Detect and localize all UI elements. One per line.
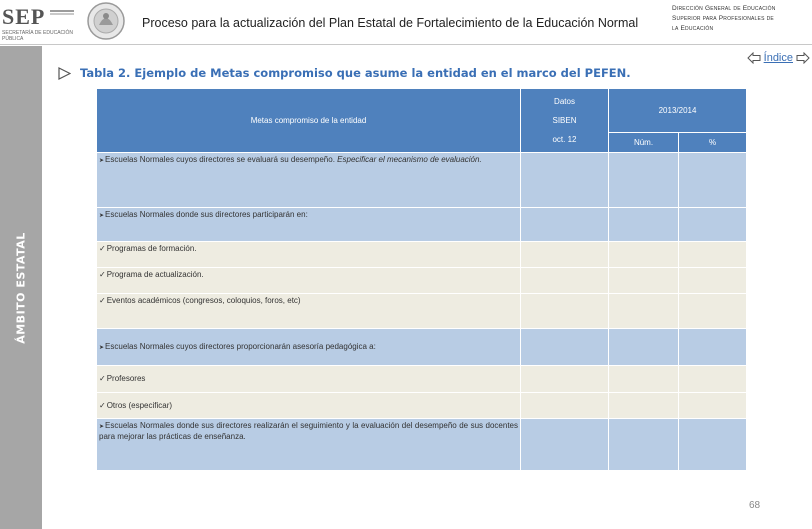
num-cell[interactable] <box>609 329 679 366</box>
check-bullet-icon: ✓ <box>99 374 106 383</box>
index-link[interactable]: Índice <box>763 52 793 64</box>
datos-cell[interactable] <box>521 268 609 294</box>
header-siben-label: SIBEN <box>552 116 577 125</box>
section-heading <box>58 66 631 80</box>
pct-cell[interactable] <box>679 393 747 419</box>
datos-cell[interactable] <box>521 242 609 268</box>
meta-cell <box>97 153 521 208</box>
meta-cell <box>97 393 521 419</box>
sep-logo-subtitle: SECRETARÍA DE EDUCACIÓN PÚBLICA <box>2 30 74 42</box>
num-cell[interactable] <box>609 393 679 419</box>
pct-cell[interactable] <box>679 419 747 471</box>
page-number: 68 <box>749 500 761 511</box>
check-bullet-icon: ✓ <box>99 296 106 305</box>
dgesu-line-3: la Educación <box>672 25 714 32</box>
table-row <box>97 419 747 471</box>
arrow-right-icon[interactable] <box>796 52 810 64</box>
pct-cell[interactable] <box>679 329 747 366</box>
pct-cell[interactable] <box>679 294 747 329</box>
table-row <box>97 268 747 294</box>
index-nav <box>747 52 810 64</box>
meta-cell <box>97 329 521 366</box>
national-seal-icon <box>86 1 126 41</box>
table-row <box>97 242 747 268</box>
datos-cell[interactable] <box>521 329 609 366</box>
datos-cell[interactable] <box>521 153 609 208</box>
meta-text: Escuelas Normales donde sus directores participarán en: <box>105 210 308 219</box>
arrow-bullet-icon: ➤ <box>99 213 105 219</box>
arrow-left-icon[interactable] <box>747 52 761 64</box>
arrow-bullet-icon: ➤ <box>99 158 105 164</box>
table-row <box>97 329 747 366</box>
sep-logo-text: SEP <box>2 4 46 29</box>
num-cell[interactable] <box>609 208 679 242</box>
meta-text: Profesores <box>106 374 146 383</box>
pct-cell[interactable] <box>679 208 747 242</box>
num-cell[interactable] <box>609 419 679 471</box>
meta-text: Otros (especificar) <box>106 401 173 410</box>
sep-logo <box>2 2 76 42</box>
check-bullet-icon: ✓ <box>99 244 106 253</box>
header-num: Núm. <box>609 133 679 153</box>
datos-cell[interactable] <box>521 419 609 471</box>
triangle-bullet-icon <box>58 67 71 80</box>
num-cell[interactable] <box>609 268 679 294</box>
meta-cell <box>97 268 521 294</box>
meta-cell <box>97 208 521 242</box>
meta-cell <box>97 294 521 329</box>
meta-text: Programas de formación. <box>106 244 197 253</box>
datos-cell[interactable] <box>521 294 609 329</box>
table-header-row <box>97 89 747 133</box>
table-row <box>97 393 747 419</box>
num-cell[interactable] <box>609 242 679 268</box>
header-year: 2013/2014 <box>609 89 747 133</box>
pct-cell[interactable] <box>679 242 747 268</box>
header-datos <box>521 89 609 153</box>
num-cell[interactable] <box>609 294 679 329</box>
header-metas: Metas compromiso de la entidad <box>97 89 521 153</box>
header-pct: % <box>679 133 747 153</box>
meta-text: Escuelas Normales donde sus directores realizarán el seguimiento y la evaluación del desempeño de sus docentes para mejorar las prácticas de enseñanza. <box>99 421 518 441</box>
datos-cell[interactable] <box>521 208 609 242</box>
check-bullet-icon: ✓ <box>99 401 106 410</box>
table-row <box>97 366 747 393</box>
table-row <box>97 294 747 329</box>
pct-cell[interactable] <box>679 268 747 294</box>
meta-text: Programa de actualización. <box>106 270 204 279</box>
meta-cell <box>97 366 521 393</box>
sep-logo-stripe <box>50 10 74 16</box>
meta-text: Eventos académicos (congresos, coloquios, foros, etc) <box>106 296 301 305</box>
meta-cell <box>97 242 521 268</box>
table-caption: Tabla 2. Ejemplo de Metas compromiso que asume la entidad en el marco del PEFEN. <box>80 66 631 80</box>
num-cell[interactable] <box>609 153 679 208</box>
sidebar-label: ÁMBITO ESTATAL <box>14 232 28 344</box>
header-oct-label: oct. 12 <box>552 135 577 144</box>
header-divider <box>0 44 812 45</box>
datos-cell[interactable] <box>521 366 609 393</box>
datos-cell[interactable] <box>521 393 609 419</box>
arrow-bullet-icon: ➤ <box>99 345 105 351</box>
pct-cell[interactable] <box>679 153 747 208</box>
dgesu-line-2: Superior para Profesionales de <box>672 15 774 22</box>
meta-cell <box>97 419 521 471</box>
table-row <box>97 153 747 208</box>
metas-table <box>96 88 747 471</box>
arrow-bullet-icon: ➤ <box>99 424 105 430</box>
meta-text: Escuelas Normales cuyos directores proporcionarán asesoría pedagógica a: <box>105 342 376 351</box>
pct-cell[interactable] <box>679 366 747 393</box>
check-bullet-icon: ✓ <box>99 270 106 279</box>
meta-instruction: Especificar el mecanismo de evaluación. <box>337 155 482 164</box>
dgesu-label <box>672 4 812 34</box>
num-cell[interactable] <box>609 366 679 393</box>
dgesu-line-1: Dirección General de Educación <box>672 5 776 12</box>
table-row <box>97 208 747 242</box>
meta-text: Escuelas Normales cuyos directores se evaluará su desempeño. <box>105 155 338 164</box>
header-datos-label: Datos <box>554 97 575 106</box>
document-title: Proceso para la actualización del Plan Estatal de Fortalecimiento de la Educación Normal <box>142 16 639 30</box>
